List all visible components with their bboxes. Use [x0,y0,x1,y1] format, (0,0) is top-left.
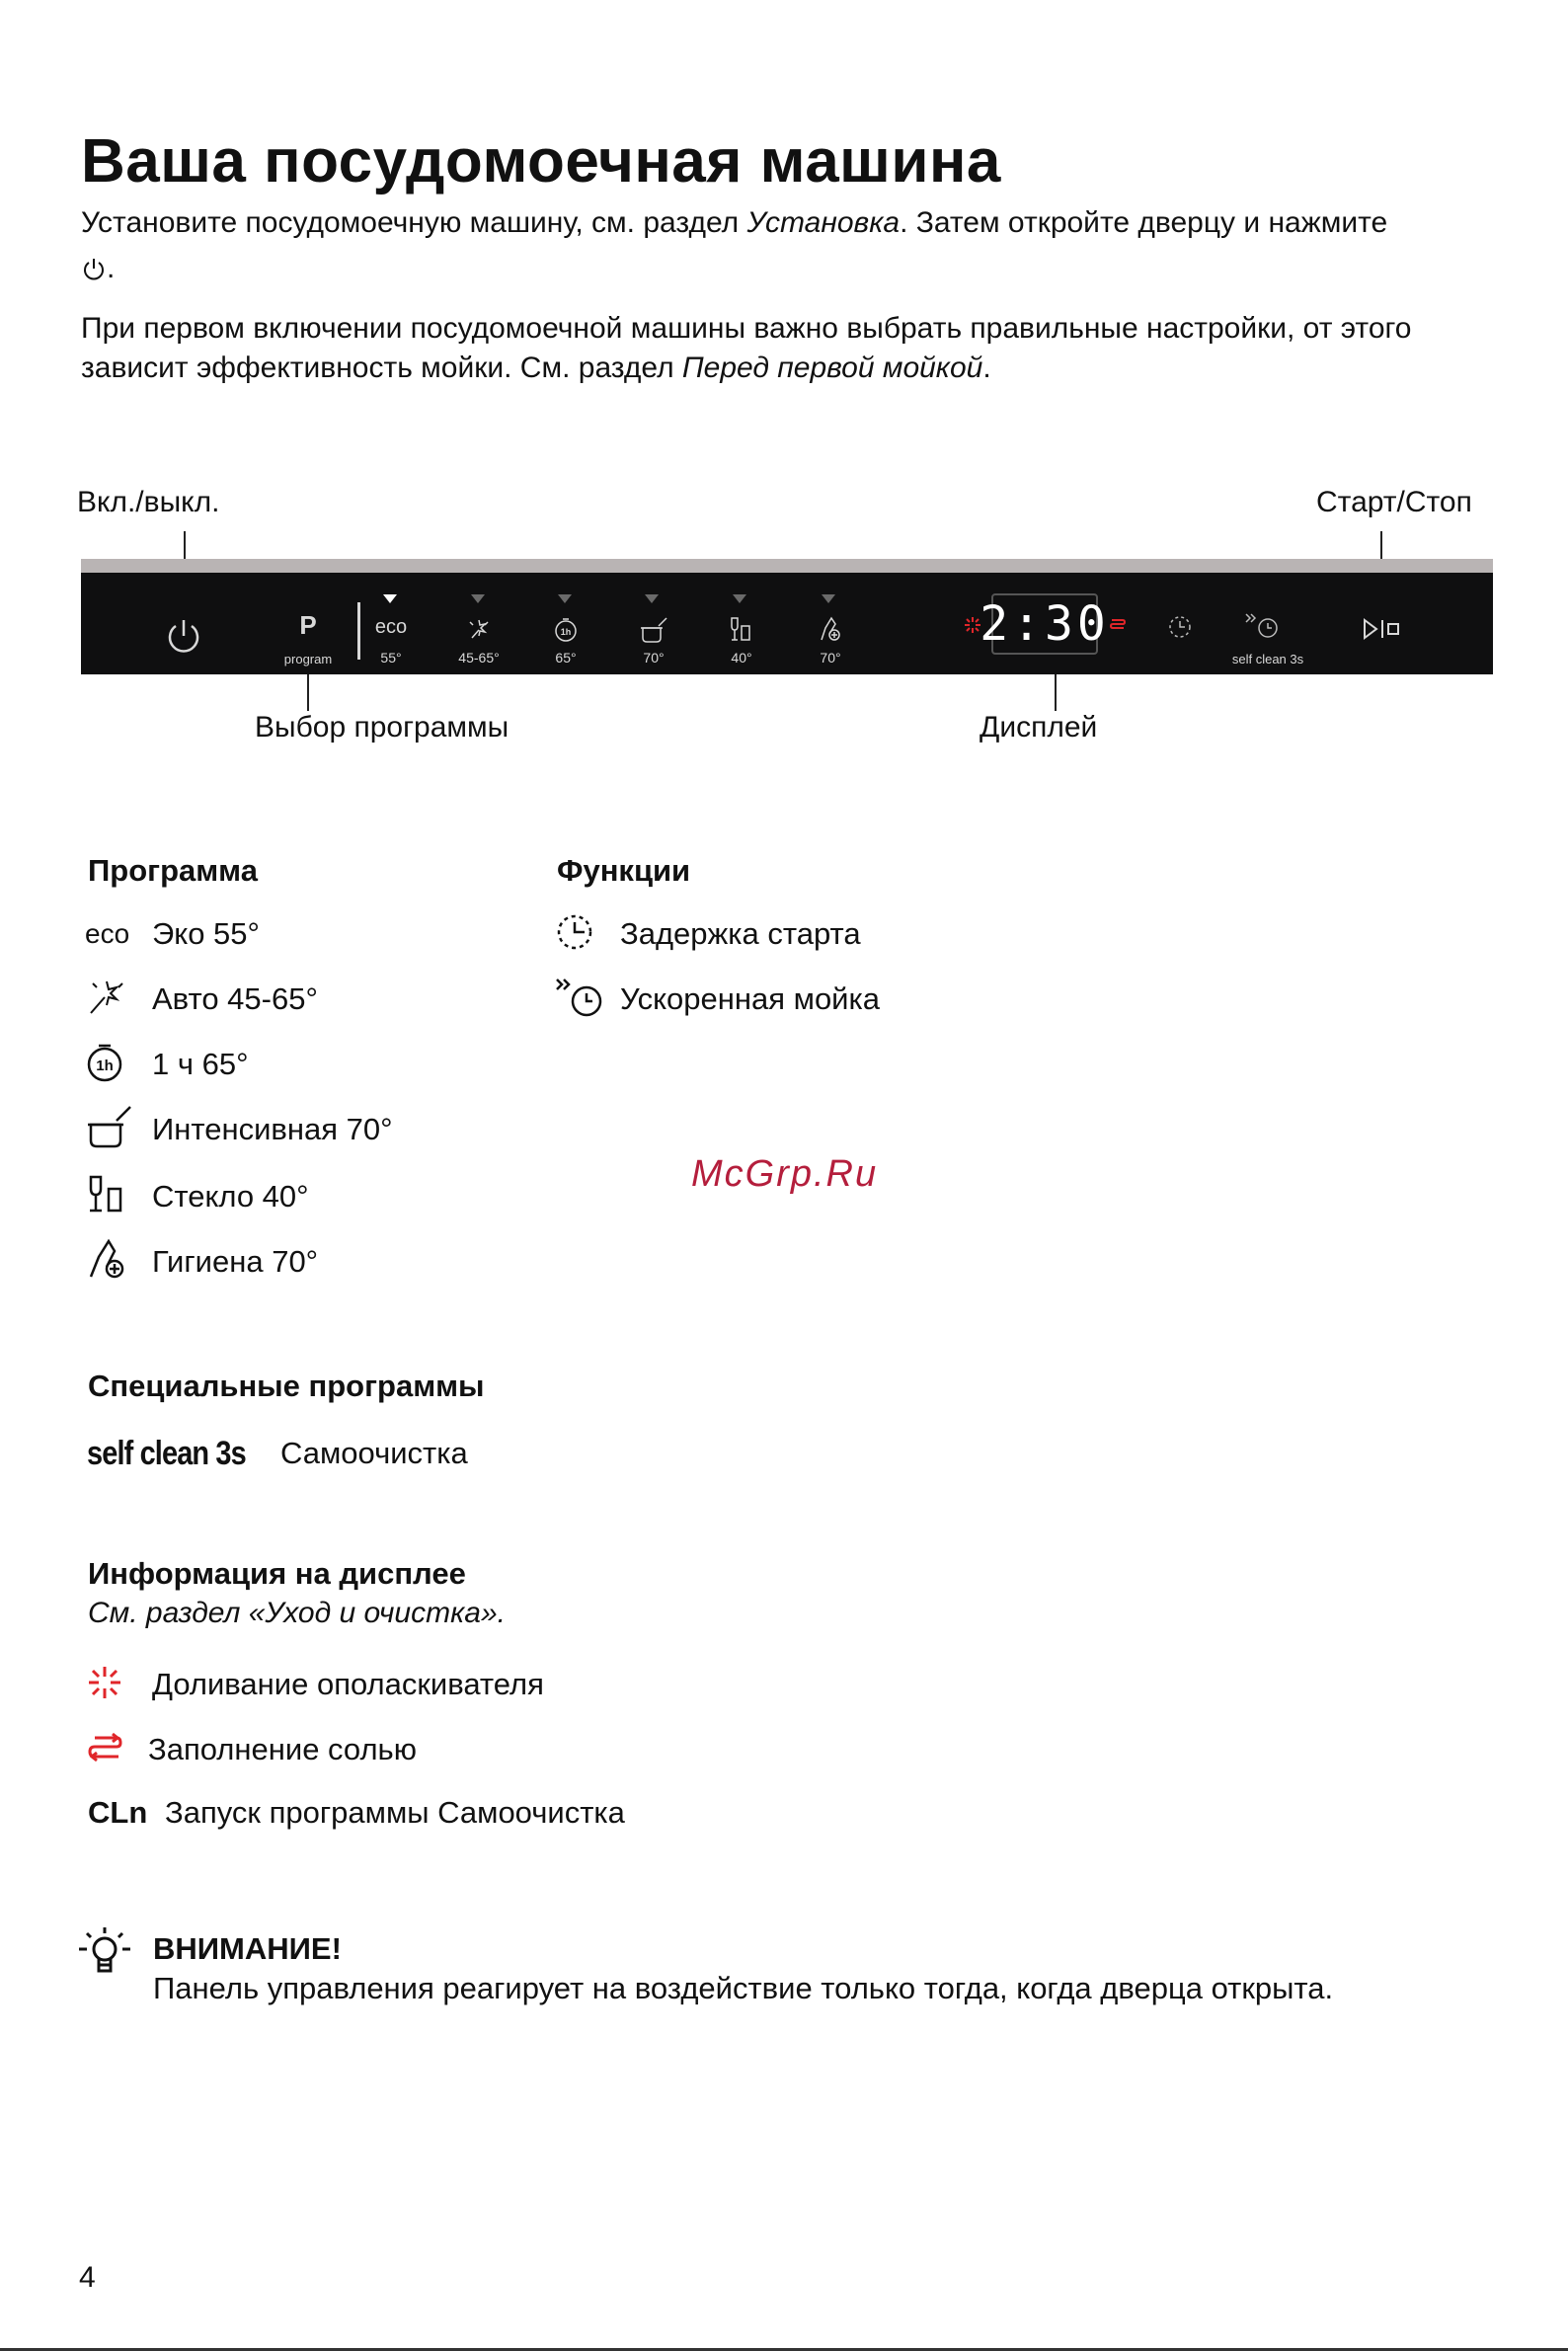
svg-text:1h: 1h [96,1057,114,1074]
panel-divider [357,602,360,660]
function-label: Ускоренная мойка [620,981,880,1016]
cln-label: Запуск программы Самоочистка [165,1795,625,1830]
eco-icon: eco [85,918,130,949]
intro-text: Установите посудомоечную машину, см. раздел [81,206,747,239]
page-number: 4 [79,2261,96,2294]
hygiene-icon [85,1237,152,1288]
salt-row [87,1726,417,1773]
programs-heading: Программа [88,853,258,888]
watermark: McGrp.Ru [691,1153,879,1195]
program-label: Авто 45-65° [152,981,318,1016]
delay-start-button-icon[interactable] [1165,612,1195,642]
notice-text: Панель управления реагирует на воздействие только тогда, когда дверца открыта. [153,1971,1334,2005]
cln-row [88,1791,625,1835]
delay-start-icon [555,910,620,959]
intro-paragraph-1-end [81,249,115,288]
temp-label: 65° [555,650,577,666]
rinse-aid-row [87,1661,544,1708]
cln-code: CLn [88,1795,148,1830]
start-stop-label: Старт/Стоп [1316,486,1472,518]
one-hour-program-icon[interactable] [553,616,579,644]
power-label: Вкл./выкл. [77,486,220,518]
display-info-heading: Информация на дисплее [88,1556,466,1591]
program-select-label: Выбор программы [255,711,510,744]
time-display [980,593,1110,655]
display-info-subheading: См. раздел «Уход и очистка». [88,1597,506,1629]
salt-label: Заполнение солью [148,1732,417,1766]
function-row-speed [555,976,880,1023]
intro-paragraph-2: При первом включении посудомоечной машины важно выбрать правильные настройки, от этого [81,312,1412,345]
program-row-glass [85,1173,309,1220]
notice-title: ВНИМАНИЕ! [153,1931,342,1966]
function-label: Задержка старта [620,916,861,951]
section-reference: Перед первой мойкой [681,352,983,384]
rinse-aid-icon [87,1665,152,1705]
program-row-auto [85,976,318,1023]
temp-label: 70° [820,650,841,666]
intro-paragraph-1 [81,203,1387,243]
program-indicator [471,594,485,603]
temp-label: 55° [380,650,402,666]
salt-icon [87,1732,148,1768]
program-word: program [283,652,333,666]
control-panel [81,559,1493,674]
program-indicator [558,594,572,603]
intro-paragraph-2-line2 [81,349,991,388]
glass-icon [85,1173,152,1221]
program-button[interactable]: P [299,610,317,640]
special-programs-heading: Специальные программы [88,1369,485,1403]
intro-text: зависит эффективность мойки. См. раздел [81,352,682,384]
program-label: Интенсивная 70° [152,1112,393,1146]
temp-label: 70° [643,650,665,666]
auto-icon [85,976,152,1024]
hygiene-program-icon[interactable] [816,614,843,644]
power-button-icon[interactable] [165,616,202,656]
auto-program-icon[interactable] [466,616,492,642]
speed-wash-icon [555,976,620,1024]
start-stop-button-icon[interactable] [1361,616,1402,642]
program-row-eco [85,910,260,958]
program-indicator [645,594,659,603]
display-digits: 2:30 [980,596,1110,652]
intensive-program-icon[interactable] [639,616,668,644]
functions-heading: Функции [557,853,691,888]
self-clean-label: self clean 3s [1231,652,1304,666]
special-program-row [87,1430,468,1477]
program-label: 1 ч 65° [152,1047,249,1081]
one-hour-icon [85,1040,152,1090]
eco-program-button[interactable]: eco [374,616,408,638]
intro-text: . Затем откройте дверцу и нажмите [900,206,1388,239]
speed-wash-button-icon[interactable] [1244,610,1284,640]
program-row-intensive [85,1106,393,1153]
program-label: Эко 55° [152,916,260,951]
intro-text: . [107,252,116,284]
lightbulb-icon [77,1925,132,1983]
power-icon [81,255,107,282]
self-clean-logo: self clean 3s [87,1434,246,1472]
display-label: Дисплей [980,711,1098,744]
rinse-aid-label: Доливание ополаскивателя [152,1667,544,1701]
function-row-delay [555,910,861,958]
glass-program-icon[interactable] [728,616,753,644]
intro-text: . [982,352,991,384]
program-indicator [733,594,746,603]
svg-text:1h: 1h [560,627,572,637]
temp-label: 40° [731,650,752,666]
special-program-label: Самоочистка [280,1436,468,1470]
program-label: Гигиена 70° [152,1244,319,1279]
temp-label: 45-65° [458,650,500,666]
page-title: Ваша посудомоечная машина [81,127,1001,196]
program-row-1h [85,1041,249,1088]
selected-indicator [383,594,397,603]
program-row-hygiene [85,1238,318,1286]
salt-indicator-icon [1109,616,1127,634]
intensive-icon [85,1105,152,1155]
program-label: Стекло 40° [152,1179,309,1214]
section-reference: Установка [746,206,901,239]
program-indicator [822,594,835,603]
